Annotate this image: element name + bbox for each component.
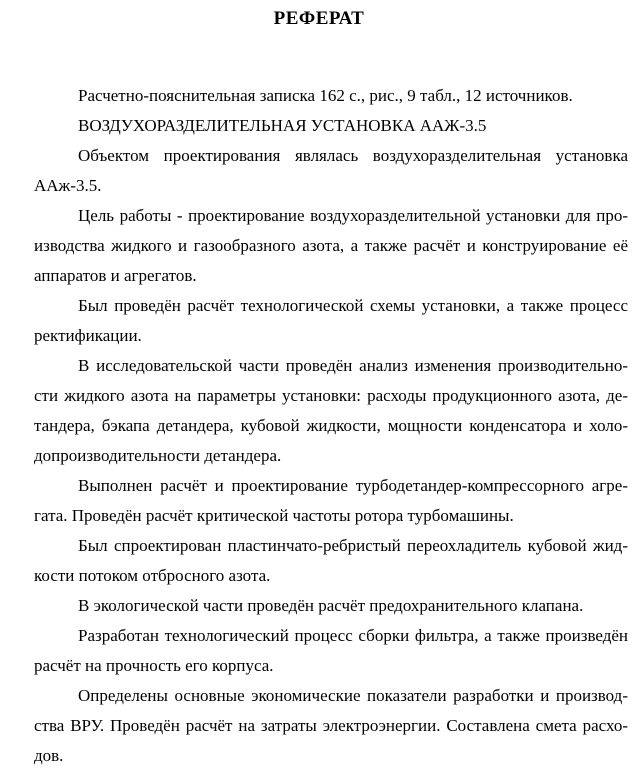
text-line: ства ВРУ. Проведён расчёт на затраты электроэнергии. Составлена смета расхо-	[34, 716, 628, 735]
text-line: изводства жидкого и газообразного азота, а также расчёт и конструирование её	[34, 236, 628, 255]
text-line: В экологической части проведён расчёт предохранительного клапана.	[78, 596, 584, 615]
text-line: аппаратов и агрегатов.	[34, 266, 197, 285]
text-line: Цель работы - проектирование воздухоразделительной установки для про-	[78, 206, 628, 225]
text-line: Определены основные экономические показатели разработки и производ-	[78, 686, 628, 705]
text-line: Выполнен расчёт и проектирование турбодетандер-компрессорного агре-	[78, 476, 628, 495]
text-line: допроизводительности детандера.	[34, 446, 282, 465]
text-line: расчёт на прочность его корпуса.	[34, 656, 274, 675]
text-line-summary: Расчетно-пояснительная записка 162 с., рис., 9 табл., 12 источников.	[78, 86, 573, 105]
text-line: кости потоком отбросного азота.	[34, 566, 271, 585]
text-line: В исследовательской части проведён анализ изменения производительно-	[78, 356, 628, 375]
text-line: Разработан технологический процесс сборки фильтра, а также произведён	[78, 626, 628, 645]
text-line: Был проведён расчёт технологической схемы установки, а также процесс	[78, 296, 628, 315]
page-title: РЕФЕРАТ	[273, 8, 365, 29]
text-line: дов.	[34, 746, 64, 765]
text-line: тандера, бэкапа детандера, кубовой жидкости, мощности конденсатора и холо-	[34, 416, 628, 435]
text-line: Был спроектирован пластинчато-ребристый переохладитель кубовой жид-	[78, 536, 628, 555]
text-line: ААж-3.5.	[34, 176, 102, 195]
text-line: гата. Проведён расчёт критической частоты ротора турбомашины.	[34, 506, 514, 525]
text-line: сти жидкого азота на параметры установки: расходы продукционного азота, де-	[34, 386, 628, 405]
text-line: ректификации.	[34, 326, 142, 345]
text-line-keywords: ВОЗДУХОРАЗДЕЛИТЕЛЬНАЯ УСТАНОВКА ААЖ-3.5	[78, 116, 487, 135]
text-line: Объектом проектирования являлась воздухоразделительная установка	[78, 146, 628, 165]
